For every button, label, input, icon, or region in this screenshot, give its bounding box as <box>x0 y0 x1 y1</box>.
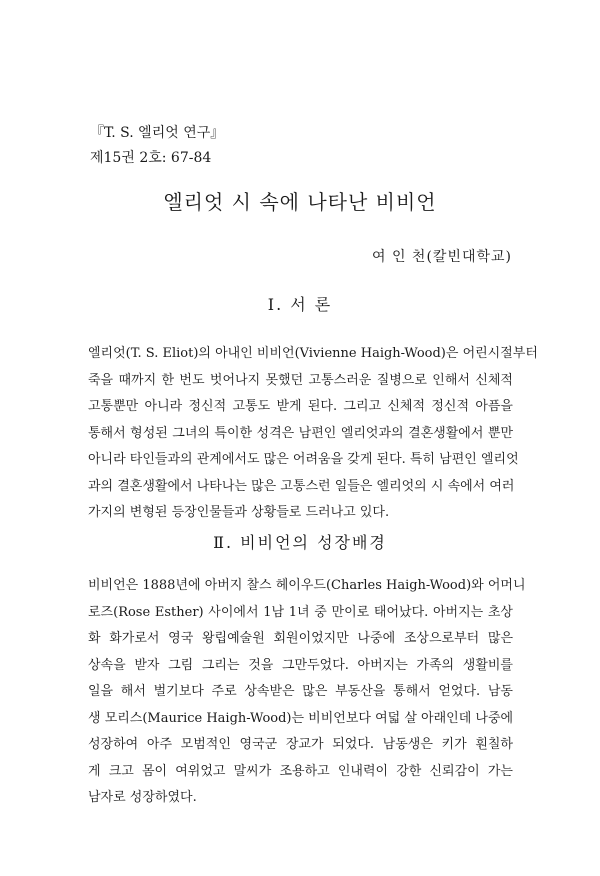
journal-volume: 제15권 2호: 67-84 <box>90 150 212 166</box>
text-line: 일을 해서 벌기보다 주로 상속받은 많은 부동산을 통해서 얻었다. 남동 <box>88 684 513 699</box>
journal-info <box>90 121 224 171</box>
text-line: 남자로 성장하였다. <box>88 790 197 805</box>
paper-author: 여 인 천(칼빈대학교) <box>371 249 512 265</box>
section-heading-background: Ⅱ. 비비언의 성장배경 <box>213 533 387 552</box>
text-line: 과의 결혼생활에서 나타나는 많은 고통스런 일들은 엘리엇의 시 속에서 여러 <box>88 478 515 494</box>
text-line: 로즈(Rose Esther) 사이에서 1남 1녀 중 만이로 태어났다. 아버지는 초상 <box>88 604 513 620</box>
text-line: 죽을 때까지 한 번도 벗어나지 못했던 고통스러운 질병으로 인해서 신체적 <box>88 372 513 388</box>
text-line: 성장하여 아주 모범적인 영국군 장교가 되었다. 남동생은 키가 훤칠하 <box>88 737 513 752</box>
text-line: 화 화가로서 영국 왕립예술원 회원이었지만 나중에 조상으로부터 많은 <box>88 631 513 646</box>
paragraph-introduction <box>88 341 538 527</box>
text-line: 아니라 타인들과의 관계에서도 많은 어려움을 갖게 된다. 특히 남편인 엘리엇 <box>88 452 519 467</box>
text-line: 게 크고 몸이 여위었고 말씨가 조용하고 인내력이 강한 신뢰감이 가는 <box>88 763 513 779</box>
section-heading-introduction: Ⅰ. 서 론 <box>267 295 333 314</box>
text-line: 통해서 형성된 그녀의 특이한 성격은 남편인 엘리엇과의 결혼생활에서 뿐만 <box>88 425 513 441</box>
text-line: 엘리엇(T. S. Eliot)의 아내인 비비언(Vivienne Haigh-Wood)은 어린시절부터 <box>88 346 538 361</box>
text-line: 생 모리스(Maurice Haigh-Wood)는 비비언보다 여덟 살 아래인데 나중에 <box>88 710 514 726</box>
text-line: 고통뿐만 아니라 정신적 고통도 받게 된다. 그리고 신체적 정신적 아픔을 <box>88 399 513 414</box>
paper-title: 엘리엇 시 속에 나타난 비비언 <box>163 190 437 214</box>
journal-name: 『T. S. 엘리엇 연구』 <box>90 125 225 141</box>
text-line: 비비언은 1888년에 아버지 찰스 헤이우드(Charles Haigh-Wood)와 어머니 <box>88 578 526 593</box>
text-line: 가지의 변형된 등장인물들과 상황들로 드러나고 있다. <box>88 505 390 520</box>
paragraph-background <box>88 573 526 812</box>
text-line: 상속을 받자 그림 그리는 것을 그만두었다. 아버지는 가족의 생활비를 <box>88 657 513 673</box>
